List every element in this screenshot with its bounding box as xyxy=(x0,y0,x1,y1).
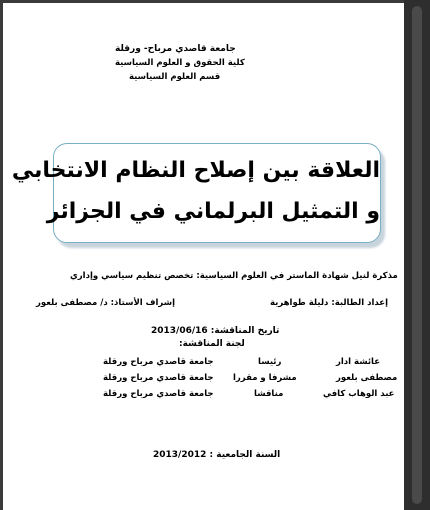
member-affiliation: جامعة قاصدي مرباح ورقلة xyxy=(103,373,214,383)
title-box xyxy=(11,143,381,243)
member-name: مصطفى بلعور xyxy=(336,373,398,383)
thesis-title-line-2: و التمثيل البرلماني في الجزائر xyxy=(46,199,380,224)
department-name: قسم العلوم السياسية xyxy=(129,72,221,82)
defense-date: تاريخ المناقشة: 2013/06/16 xyxy=(151,326,280,336)
student-name: إعداد الطالبة: دليلة طواهرية xyxy=(270,298,388,308)
committee-title: لجنة المناقشة: xyxy=(179,339,245,349)
academic-year: السنة الجامعية : 2013/2012 xyxy=(153,450,281,460)
faculty-name: كلية الحقوق و العلوم السياسية xyxy=(115,58,245,68)
document-page xyxy=(3,3,404,510)
thesis-note: مذكرة لنيل شهادة الماستر في العلوم السياسية: تخصص تنظيم سياسي وإداري xyxy=(70,271,398,281)
member-affiliation: جامعة قاصدي مرباح ورقلة xyxy=(103,389,214,399)
member-name: عبد الوهاب كافي xyxy=(323,389,395,399)
supervisor-name: إشراف الأستاذ: د/ مصطفى بلعور xyxy=(36,298,175,308)
member-name: عائشة ادار xyxy=(336,357,381,367)
member-role: مناقشا xyxy=(254,389,284,399)
university-name: جامعة قاصدي مرباح- ورقلة xyxy=(115,44,236,54)
member-role: مشرفا و مقررا xyxy=(233,373,297,383)
member-role: رئيسا xyxy=(258,357,282,367)
vertical-scrollbar[interactable] xyxy=(404,0,430,510)
thesis-title-line-1: العلاقة بين إصلاح النظام الانتخابي xyxy=(11,158,380,183)
scrollbar-thumb[interactable] xyxy=(412,6,422,504)
member-affiliation: جامعة قاصدي مرباح ورقلة xyxy=(103,357,214,367)
